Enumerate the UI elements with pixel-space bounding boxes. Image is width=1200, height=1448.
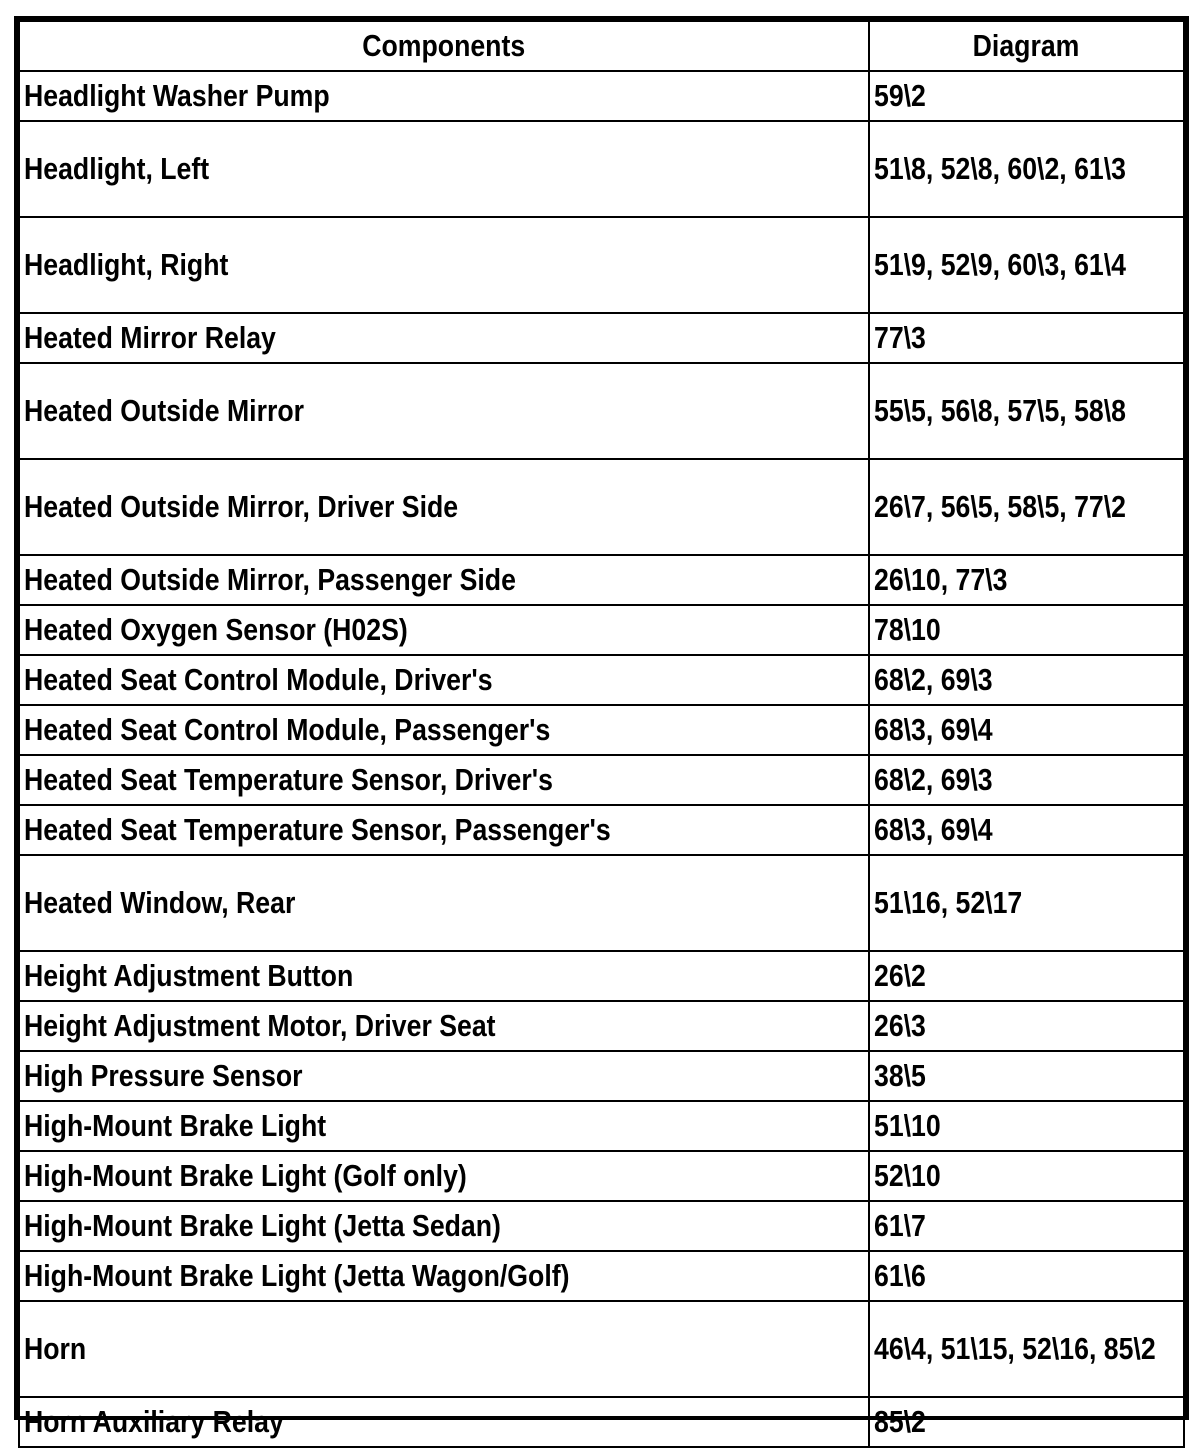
table-row [19,1301,1184,1397]
diagram-cell: 68\2, 69\3 [869,655,1184,705]
component-cell: Heated Seat Control Module, Driver's [19,655,869,705]
table-row [19,655,1184,705]
component-cell: High-Mount Brake Light (Jetta Sedan) [19,1201,869,1251]
component-cell: High-Mount Brake Light [19,1101,869,1151]
component-cell: Heated Outside Mirror [19,363,869,459]
table-row [19,1201,1184,1251]
diagram-cell: 59\2 [869,71,1184,121]
diagram-cell: 46\4, 51\15, 52\16, 85\2 [869,1301,1184,1397]
component-cell: Heated Window, Rear [19,855,869,951]
table-row [19,459,1184,555]
diagram-cell: 26\3 [869,1001,1184,1051]
table-header-row [19,21,1184,71]
component-cell: Heated Seat Temperature Sensor, Driver's [19,755,869,805]
table-row [19,951,1184,1001]
component-cell: Headlight Washer Pump [19,71,869,121]
table-row [19,605,1184,655]
table-row [19,1397,1184,1447]
component-cell: Headlight, Left [19,121,869,217]
diagram-cell: 68\3, 69\4 [869,705,1184,755]
component-cell: High-Mount Brake Light (Golf only) [19,1151,869,1201]
diagram-cell: 68\3, 69\4 [869,805,1184,855]
component-cell: Horn [19,1301,869,1397]
diagram-cell: 51\10 [869,1101,1184,1151]
table-row [19,121,1184,217]
table-row [19,805,1184,855]
diagram-cell: 55\5, 56\8, 57\5, 58\8 [869,363,1184,459]
header-diagram: Diagram [869,21,1184,71]
table-row [19,855,1184,951]
table-row [19,705,1184,755]
table-row [19,1101,1184,1151]
diagram-cell: 52\10 [869,1151,1184,1201]
header-components: Components [19,21,869,71]
table-row [19,1151,1184,1201]
component-cell: Heated Mirror Relay [19,313,869,363]
table-row [19,71,1184,121]
diagram-cell: 26\7, 56\5, 58\5, 77\2 [869,459,1184,555]
components-table-frame [14,16,1189,1439]
component-cell: High Pressure Sensor [19,1051,869,1101]
table-row [19,1251,1184,1301]
diagram-cell: 85\2 [869,1397,1184,1447]
diagram-cell: 38\5 [869,1051,1184,1101]
table-row [19,313,1184,363]
component-cell: Horn Auxiliary Relay [19,1397,869,1447]
diagram-cell: 68\2, 69\3 [869,755,1184,805]
diagram-cell: 51\16, 52\17 [869,855,1184,951]
diagram-cell: 77\3 [869,313,1184,363]
diagram-cell: 61\7 [869,1201,1184,1251]
table-row [19,555,1184,605]
diagram-cell: 61\6 [869,1251,1184,1301]
component-cell: Height Adjustment Motor, Driver Seat [19,1001,869,1051]
diagram-cell: 78\10 [869,605,1184,655]
table-row [19,217,1184,313]
component-cell: Headlight, Right [19,217,869,313]
component-cell: Heated Seat Temperature Sensor, Passenger's [19,805,869,855]
table-row [19,755,1184,805]
component-cell: Heated Oxygen Sensor (H02S) [19,605,869,655]
table-row [19,1051,1184,1101]
component-cell: Height Adjustment Button [19,951,869,1001]
component-cell: Heated Seat Control Module, Passenger's [19,705,869,755]
component-cell: Heated Outside Mirror, Driver Side [19,459,869,555]
components-table [18,20,1185,1448]
table-row [19,1001,1184,1051]
component-cell: Heated Outside Mirror, Passenger Side [19,555,869,605]
diagram-cell: 51\8, 52\8, 60\2, 61\3 [869,121,1184,217]
diagram-cell: 26\2 [869,951,1184,1001]
component-cell: High-Mount Brake Light (Jetta Wagon/Golf) [19,1251,869,1301]
diagram-cell: 51\9, 52\9, 60\3, 61\4 [869,217,1184,313]
diagram-cell: 26\10, 77\3 [869,555,1184,605]
table-row [19,363,1184,459]
